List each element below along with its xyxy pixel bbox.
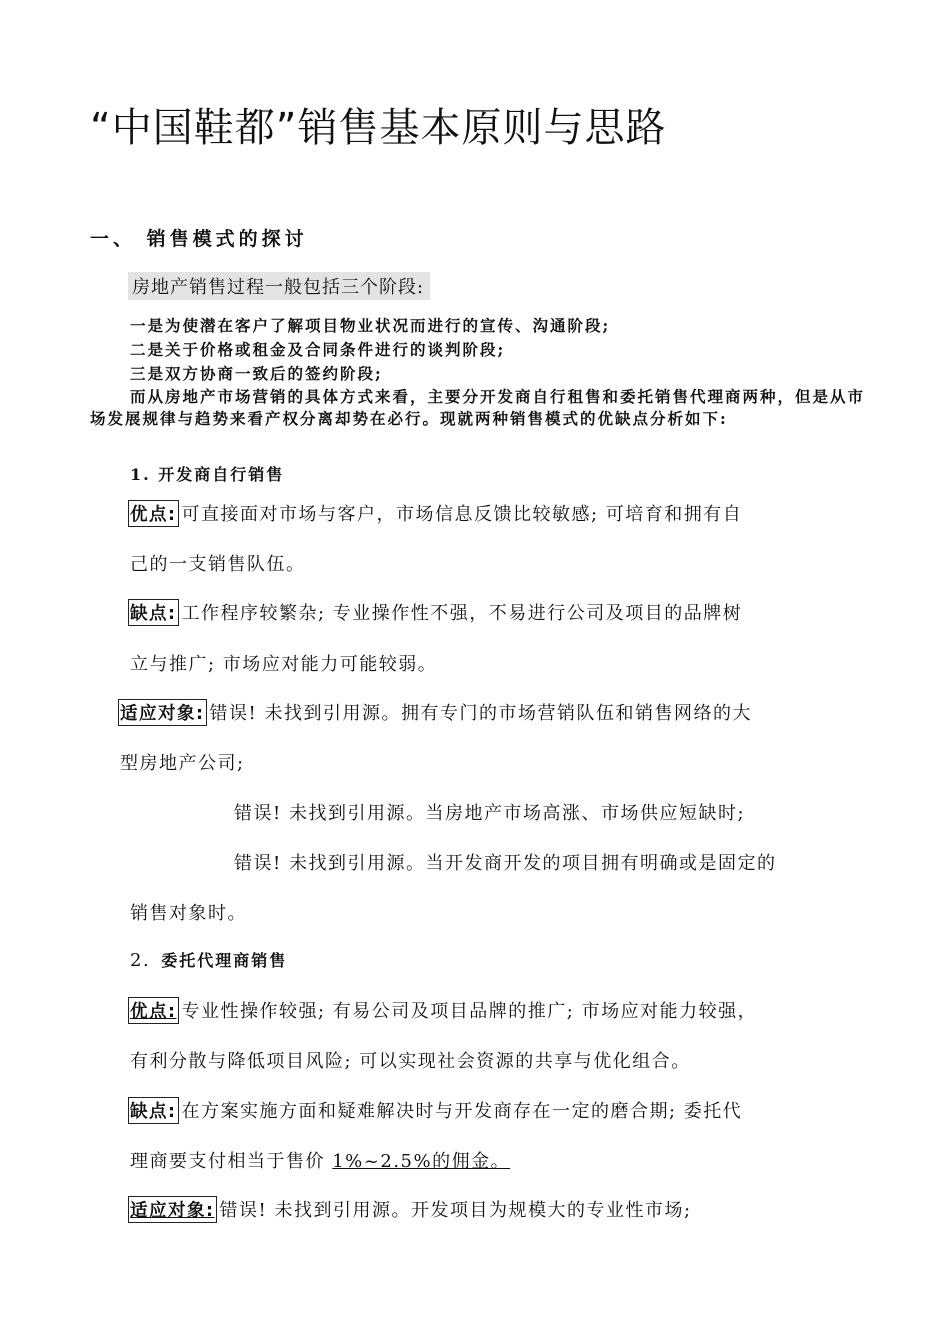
mode1-cons-label: 缺点: xyxy=(128,599,179,626)
mode2-cons-line2 xyxy=(130,1147,510,1173)
mode2-pros-label: 优点: xyxy=(128,997,179,1024)
mode2-cons-text2: 理商要支付相当于售价 xyxy=(130,1151,333,1172)
mode1-fit-line3: 错误! 未找到引用源。当房地产市场高涨、市场供应短缺时; xyxy=(234,803,746,824)
mode1-pros-label: 优点: xyxy=(128,500,179,527)
mode1-pros-line2: 己的一支销售队伍。 xyxy=(130,554,306,575)
mode1-pros-text: 可直接面对市场与客户，市场信息反馈比较敏感; 可培育和拥有自 xyxy=(181,504,743,525)
mode1-cons-text: 工作程序较繁杂; 专业操作性不强，不易进行公司及项目的品牌树 xyxy=(181,603,743,624)
mode1-fit-line1 xyxy=(118,699,752,726)
intro-highlight: 房地产销售过程一般包括三个阶段: xyxy=(128,272,430,300)
mode1-fit-line2: 型房地产公司; xyxy=(120,753,245,774)
stage-line-3: 三是双方协商一致后的签约阶段; xyxy=(130,364,383,383)
mode1-fit-label: 适应对象: xyxy=(118,699,207,726)
mode2-pros-text: 专业性操作较强; 有易公司及项目品牌的推广; 市场应对能力较强， xyxy=(181,1001,758,1022)
mode2-fit-line1 xyxy=(128,1196,692,1223)
mode1-cons-line2: 立与推广; 市场应对能力可能较弱。 xyxy=(130,654,438,675)
page-title: “中国鞋都”销售基本原则与思路 xyxy=(90,105,667,151)
mode2-pros-line1 xyxy=(128,997,757,1024)
mode2-fit-text: 错误! 未找到引用源。开发项目为规模大的专业性市场; xyxy=(219,1200,692,1221)
mode2-heading-row xyxy=(130,948,287,971)
mode1-fit-line5: 销售对象时。 xyxy=(130,903,247,924)
mode2-number: 2. xyxy=(130,950,151,971)
mode1-cons-line1 xyxy=(128,599,742,626)
mode2-fit-label: 适应对象: xyxy=(128,1196,217,1223)
mode2-cons-text: 在方案实施方面和疑难解决时与开发商存在一定的磨合期; 委托代 xyxy=(181,1101,743,1122)
mode2-cons-label: 缺点: xyxy=(128,1097,179,1124)
commission-rate: 1%~2.5%的佣金。 xyxy=(332,1151,511,1172)
section-heading: 一、 销售模式的探讨 xyxy=(90,228,308,250)
mode1-fit-line4: 错误! 未找到引用源。当开发商开发的项目拥有明确或是固定的 xyxy=(234,853,777,874)
stage-line-2: 二是关于价格或租金及合同条件进行的谈判阶段; xyxy=(130,340,506,359)
mode1-pros-line1 xyxy=(128,500,742,527)
mode2-pros-line2: 有利分散与降低项目风险; 可以实现社会资源的共享与优化组合。 xyxy=(130,1051,691,1072)
stage-line-1: 一是为使潜在客户了解项目物业状况而进行的宣传、沟通阶段; xyxy=(130,316,611,335)
mode1-heading: 1. 开发商自行销售 xyxy=(130,465,285,484)
mode2-heading: 委托代理商销售 xyxy=(161,951,288,970)
mode2-cons-line1 xyxy=(128,1097,742,1124)
mode-intro-paragraph: 而从房地产市场营销的具体方式来看，主要分开发商自行租售和委托销售代理商两种，但是从市场发展规律与趋势来看产权分离却势在必行。现就两种销售模式的优缺点分析如下: xyxy=(90,387,866,428)
mode1-fit-text: 错误! 未找到引用源。拥有专门的市场营销队伍和销售网络的大 xyxy=(209,703,752,724)
